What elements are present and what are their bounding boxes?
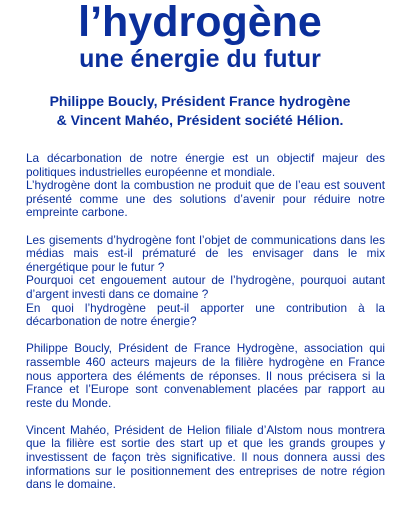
paragraph-line: Vincent Mahéo, Président de Helion filiale d’Alstom nous montrera que la filière est sortie des start up et que les grands groupes y investissent de façon très significative. Il nous donnera aussi des informations sur le positionnement des entreprises de notre région dans le domaine. [26,422,385,492]
paragraph-line: Pourquoi cet engouement autour de l’hydrogène, pourquoi autant d’argent investi dans ce domaine ? [26,273,385,301]
paragraph-line: La décarbonation de notre énergie est un objectif majeur des politiques industrielles européenne et mondiale. [26,151,385,179]
paragraph-line: En quoi l’hydrogène peut-il apporter une contribution à la décarbonation de notre énergie? [26,300,385,329]
paragraph-4 [26,424,385,492]
paragraph-2 [26,234,385,329]
paragraph-1 [26,152,385,220]
authors-block [0,92,400,130]
paragraph-line: L’hydrogène dont la combustion ne produit que de l’eau est souvent présenté comme une des solutions d’avenir pour réduire notre empreinte carbone. [26,178,385,220]
author-line-1: Philippe Boucly, Président France hydrogène [49,93,351,109]
author-line-2: & Vincent Mahéo, Président société Hélion. [56,112,344,128]
page-subtitle: une énergie du futur [79,45,321,73]
paragraph-line: Les gisements d’hydrogène font l’objet de communications dans les médias mais est-il prématuré de les envisager dans le mix énergétique pour le futur ? [26,232,385,274]
paragraph-line: Philippe Boucly, Président de France Hydrogène, association qui rassemble 460 acteurs majeurs de la filière hydrogène en France nous apportera des éléments de réponses. Il nous précisera si la France et l’Europe sont convenablement placées par rapport au reste du Monde. [26,341,385,410]
paragraph-3 [26,342,385,410]
body-text [26,152,385,505]
page-title: l’hydrogène [78,0,322,46]
